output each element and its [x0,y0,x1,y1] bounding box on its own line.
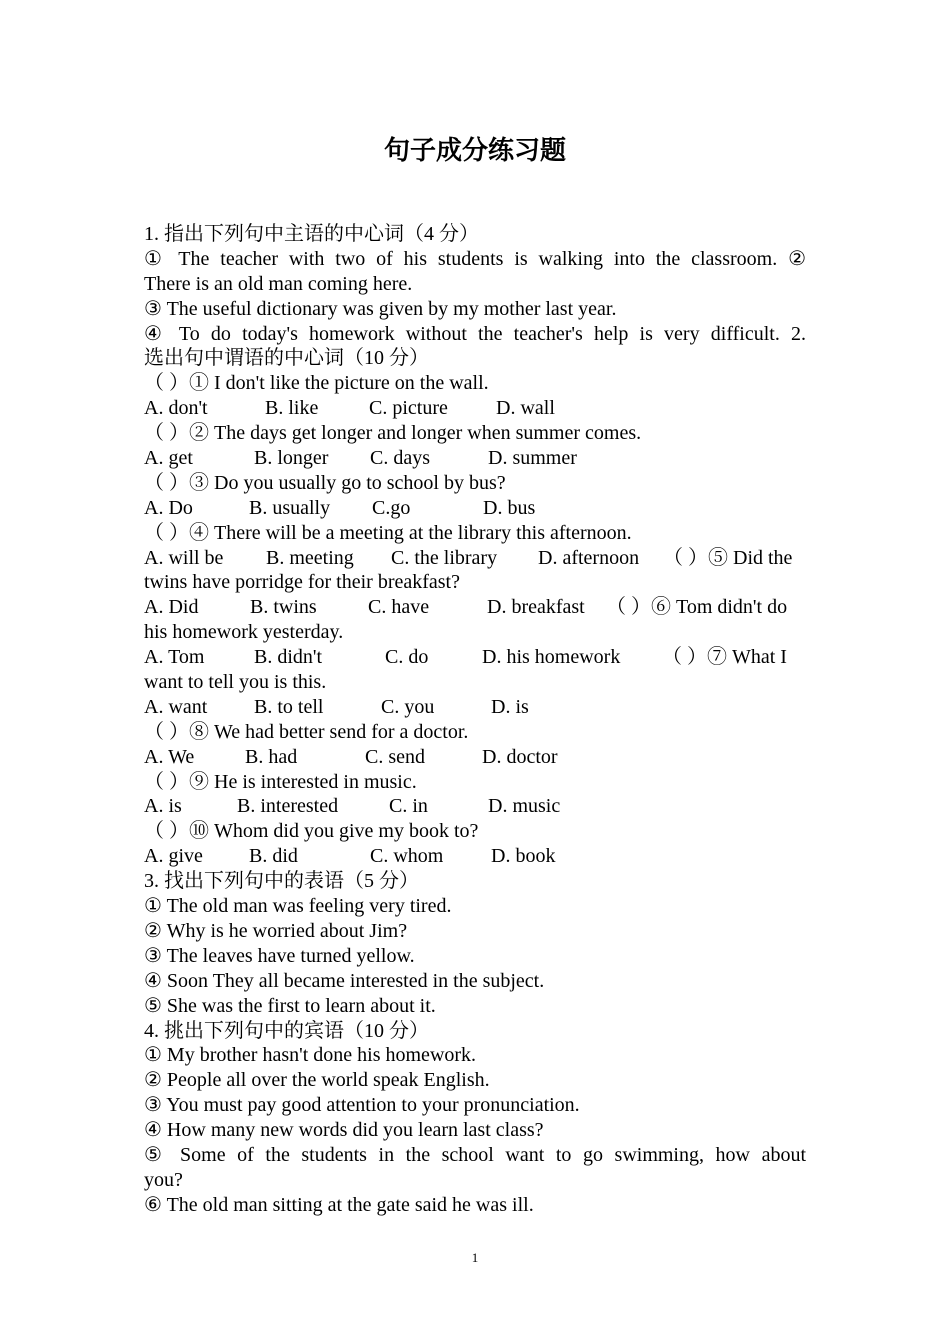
question-line: twins have porridge for their breakfast? [144,571,460,594]
question-line: （ ）① I don't like the picture on the wall. [144,372,489,395]
option: B. to tell [254,695,324,718]
section1-line: ③ The useful dictionary was given by my mother last year. [144,297,617,320]
section1-line: There is an old man coming here. [144,272,413,295]
option: B. like [265,397,319,420]
option: C. send [365,745,425,768]
option: D. breakfast [487,596,585,619]
question-line: （ ）⑨ He is interested in music. [144,770,417,793]
options-row [144,645,806,670]
options-row [144,595,806,620]
option: B. twins [250,596,317,619]
option: C. days [370,447,430,470]
option: D. is [491,695,529,718]
options-row [144,745,806,770]
question-line: （ ）③ Do you usually go to school by bus? [144,471,506,494]
option: D. his homework [482,646,621,669]
option: A. don't [144,397,208,420]
question-line: （ ）⑤ Did the [663,546,793,569]
section3-heading: 3. 找出下列句中的表语（5 分） [144,870,419,893]
option: A. is [144,795,182,818]
option: A. Did [144,596,199,619]
section4-heading: 4. 挑出下列句中的宾语（10 分） [144,1019,429,1042]
list-item: ④ How many new words did you learn last class? [144,1119,544,1142]
option: D. afternoon [538,546,640,569]
option: B. didn't [254,646,323,669]
option: B. meeting [266,546,354,569]
list-item: ② People all over the world speak English. [144,1069,490,1092]
section1-heading: 1. 指出下列句中主语的中心词（4 分） [144,223,479,245]
option: C.go [372,496,411,519]
list-item: ③ You must pay good attention to your pronunciation. [144,1094,580,1117]
options-row [144,446,806,471]
option: A. Do [144,496,193,519]
question-line: （ ）⑥ Tom didn't do [606,596,788,619]
options-row [144,794,806,819]
page-title: 句子成分练习题 [383,136,566,166]
options-row [144,496,806,521]
option: B. had [245,745,298,768]
question-line: （ ）② The days get longer and longer when summer comes. [144,422,642,445]
options-row [144,695,806,720]
option: A. want [144,695,208,718]
list-item: ⑥ The old man sitting at the gate said he was ill. [144,1193,534,1216]
option: C. in [389,795,428,818]
option: D. doctor [482,745,558,768]
option: A. Tom [144,646,205,669]
page-number: 1 [471,1250,479,1265]
worksheet-body [144,222,806,1218]
question-line: （ ）⑧ We had better send for a doctor. [144,720,469,743]
question-line: （ ）④ There will be a meeting at the library this afternoon. [144,521,632,544]
option: B. did [249,845,298,868]
list-item: ① The old man was feeling very tired. [144,895,452,918]
option: C. the library [391,546,498,569]
list-item: ⑤ Some of the students in the school want to go swimming, how about [144,1143,806,1166]
list-item: ⑤ She was the first to learn about it. [144,994,436,1017]
option: C. whom [370,845,444,868]
list-item: ① My brother hasn't done his homework. [144,1044,477,1067]
option: A. get [144,447,193,470]
option: C. do [385,646,429,669]
option: B. interested [237,795,339,818]
list-item: ④ Soon They all became interested in the subject. [144,969,545,992]
option: C. you [381,695,435,718]
options-row [144,396,806,421]
option: A. give [144,845,203,868]
list-item: ③ The leaves have turned yellow. [144,944,415,967]
option: A. will be [144,546,224,569]
option: C. have [368,596,430,619]
list-item: you? [144,1168,183,1191]
options-row [144,844,806,869]
option: C. picture [369,397,448,420]
option: D. summer [488,447,577,470]
section1-line: ① The teacher with two of his students is walking into the classroom. ② [144,247,806,270]
option: D. music [488,795,561,818]
question-line: （ ）⑩ Whom did you give my book to? [144,820,479,843]
option: D. bus [483,496,536,519]
question-line: want to tell you is this. [144,671,327,694]
option: D. book [491,845,556,868]
option: B. usually [249,496,331,519]
options-row [144,546,806,571]
option: D. wall [496,397,555,420]
question-line: his homework yesterday. [144,621,344,644]
question-line: （ ）⑦ What I [662,646,787,669]
option: B. longer [254,447,329,470]
option: A. We [144,745,195,768]
section2-heading: 选出句中谓语的中心词（10 分） [144,347,429,370]
section1-line: ④ To do today's homework without the teacher's help is very difficult. 2. [144,322,806,345]
list-item: ② Why is he worried about Jim? [144,919,408,942]
